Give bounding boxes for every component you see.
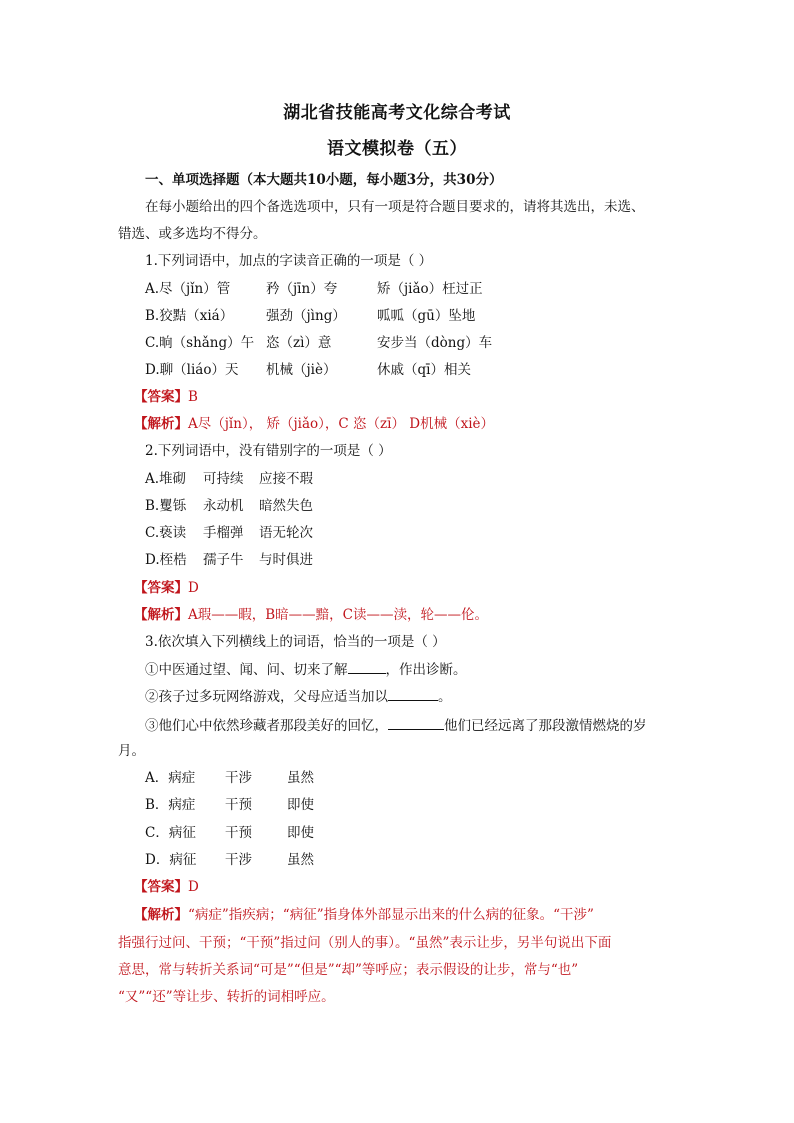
q3-sentence-3-continued: 月。 (118, 743, 145, 759)
q1-option-a-3: 矫（jiǎo）枉过正 (377, 281, 483, 297)
q2-answer-value: D (188, 580, 199, 596)
q3-analysis-line-1 (134, 906, 594, 924)
q3-option-a-1: A．病症 (145, 770, 196, 786)
analysis-label: 【解析】 (134, 907, 188, 923)
q2-answer (134, 579, 199, 597)
q3-analysis-line-2: 指强行过问、干预；“干预”指过问（别人的事）。“虽然”表示让步，另半句说出下面 (118, 935, 612, 951)
q2-option-c-1: C.亵读 (145, 525, 187, 541)
q3-answer (134, 878, 199, 896)
q3-option-c-1: C．病征 (145, 825, 196, 841)
answer-label: 【答案】 (134, 879, 188, 895)
q2-option-d-1: D.桎梏 (145, 552, 187, 568)
instructions-line-1: 在每小题给出的四个备选选项中，只有一项是符合题目要求的，请将其选出，未选、 (145, 199, 645, 215)
q3-analysis-line-4: “又”“还”等让步、转折的词相呼应。 (118, 989, 335, 1005)
q3-analysis-line-3: 意思，常与转折关系词“可是”“但是”“却”等呼应；表示假设的让步，常与“也” (118, 962, 579, 978)
q3-sentence-1 (145, 660, 467, 679)
q2-option-b-2: 永动机 (203, 498, 244, 514)
q2-analysis (134, 606, 488, 624)
section-heading: 一、单项选择题（本大题共10小题，每小题3分，共30分） (145, 172, 503, 188)
q1-analysis (134, 415, 494, 433)
q3-sentence-1-part-a: ①中医通过望、闻、问、切来了解 (145, 662, 348, 678)
q3-sentence-2-part-b: 。 (438, 689, 452, 705)
q3-sentence-2 (145, 687, 452, 706)
q2-option-a-3: 应接不瑕 (259, 471, 313, 487)
q2-option-d-2: 孺子牛 (203, 552, 244, 568)
q3-analysis-text-1: “病症”指疾病；“病征”指身体外部显示出来的什么病的征象。“干涉” (188, 907, 594, 923)
q2-option-a-1: A.堆砌 (145, 471, 187, 487)
q1-option-b-3: 呱呱（gū）坠地 (377, 308, 476, 324)
q2-option-c-3: 语无轮次 (259, 525, 313, 541)
analysis-label: 【解析】 (134, 607, 188, 623)
q2-analysis-text: A瑕——暇，B暗——黯，C读——渎，轮——伦。 (188, 607, 488, 623)
q2-option-b-3: 暗然失色 (259, 498, 313, 514)
q1-option-b-1: B.狡黠（xiá） (145, 308, 234, 324)
q3-stem: 3.依次填入下列横线上的词语，恰当的一项是（ ） (145, 634, 446, 650)
q1-option-a-2: 矜（jīn）夸 (266, 281, 338, 297)
analysis-label: 【解析】 (134, 416, 188, 432)
q3-option-b-3: 即使 (287, 797, 314, 813)
fill-blank-2 (388, 687, 438, 701)
q3-option-d-2: 干涉 (225, 852, 252, 868)
q1-option-c-3: 安步当（dòng）车 (377, 335, 493, 351)
q2-option-b-1: B.矍铄 (145, 498, 187, 514)
q3-option-c-3: 即使 (287, 825, 314, 841)
q3-sentence-3-part-a: ③他们心中依然珍藏者那段美好的回忆， (145, 718, 388, 734)
q3-sentence-1-part-b: ，作出诊断。 (385, 662, 467, 678)
q3-sentence-3 (145, 716, 647, 735)
q2-stem: 2.下列词语中，没有错别字的一项是（ ） (145, 443, 392, 459)
q3-answer-value: D (188, 879, 199, 895)
q3-option-c-2: 干预 (225, 825, 252, 841)
q3-sentence-3-part-b: 他们已经远离了那段激情燃烧的岁 (444, 718, 647, 734)
paper-title: 语文模拟卷（五） (327, 139, 467, 159)
q1-option-d-2: 机械（jiè） (266, 362, 337, 378)
q2-option-a-2: 可持续 (203, 471, 244, 487)
answer-label: 【答案】 (134, 389, 188, 405)
fill-blank-3 (388, 716, 444, 730)
q1-answer (134, 388, 198, 406)
q1-option-d-1: D.聊（liáo）天 (145, 362, 239, 378)
answer-label: 【答案】 (134, 580, 188, 596)
q3-option-b-2: 干预 (225, 797, 252, 813)
q2-option-d-3: 与时俱进 (259, 552, 313, 568)
q3-option-a-3: 虽然 (287, 770, 314, 786)
q2-option-c-2: 手榴弹 (203, 525, 244, 541)
q1-analysis-text: A尽（jǐn）， 矫（jiǎo），C 恣（zī） D机械（xiè） (188, 416, 495, 432)
q1-option-d-3: 休戚（qī）相关 (377, 362, 471, 378)
q3-sentence-2-part-a: ②孩子过多玩网络游戏，父母应适当加以 (145, 689, 388, 705)
fill-blank-1 (348, 660, 386, 674)
q3-option-d-3: 虽然 (287, 852, 314, 868)
q3-option-a-2: 干涉 (225, 770, 252, 786)
q3-option-d-1: D．病征 (145, 852, 197, 868)
q1-stem: 1.下列词语中，加点的字读音正确的一项是（ ） (145, 253, 433, 269)
exam-title: 湖北省技能高考文化综合考试 (283, 103, 511, 123)
q3-option-b-1: B．病症 (145, 797, 196, 813)
q1-option-b-2: 强劲（jìng） (266, 308, 346, 324)
q1-option-a-1: A.尽（jǐn）管 (145, 281, 231, 297)
q1-answer-value: B (188, 389, 198, 405)
q1-option-c-2: 恣（zì）意 (266, 335, 332, 351)
q1-option-c-1: C.晌（shǎng）午 (145, 335, 255, 351)
instructions-line-2: 错选、或多选均不得分。 (118, 226, 267, 242)
